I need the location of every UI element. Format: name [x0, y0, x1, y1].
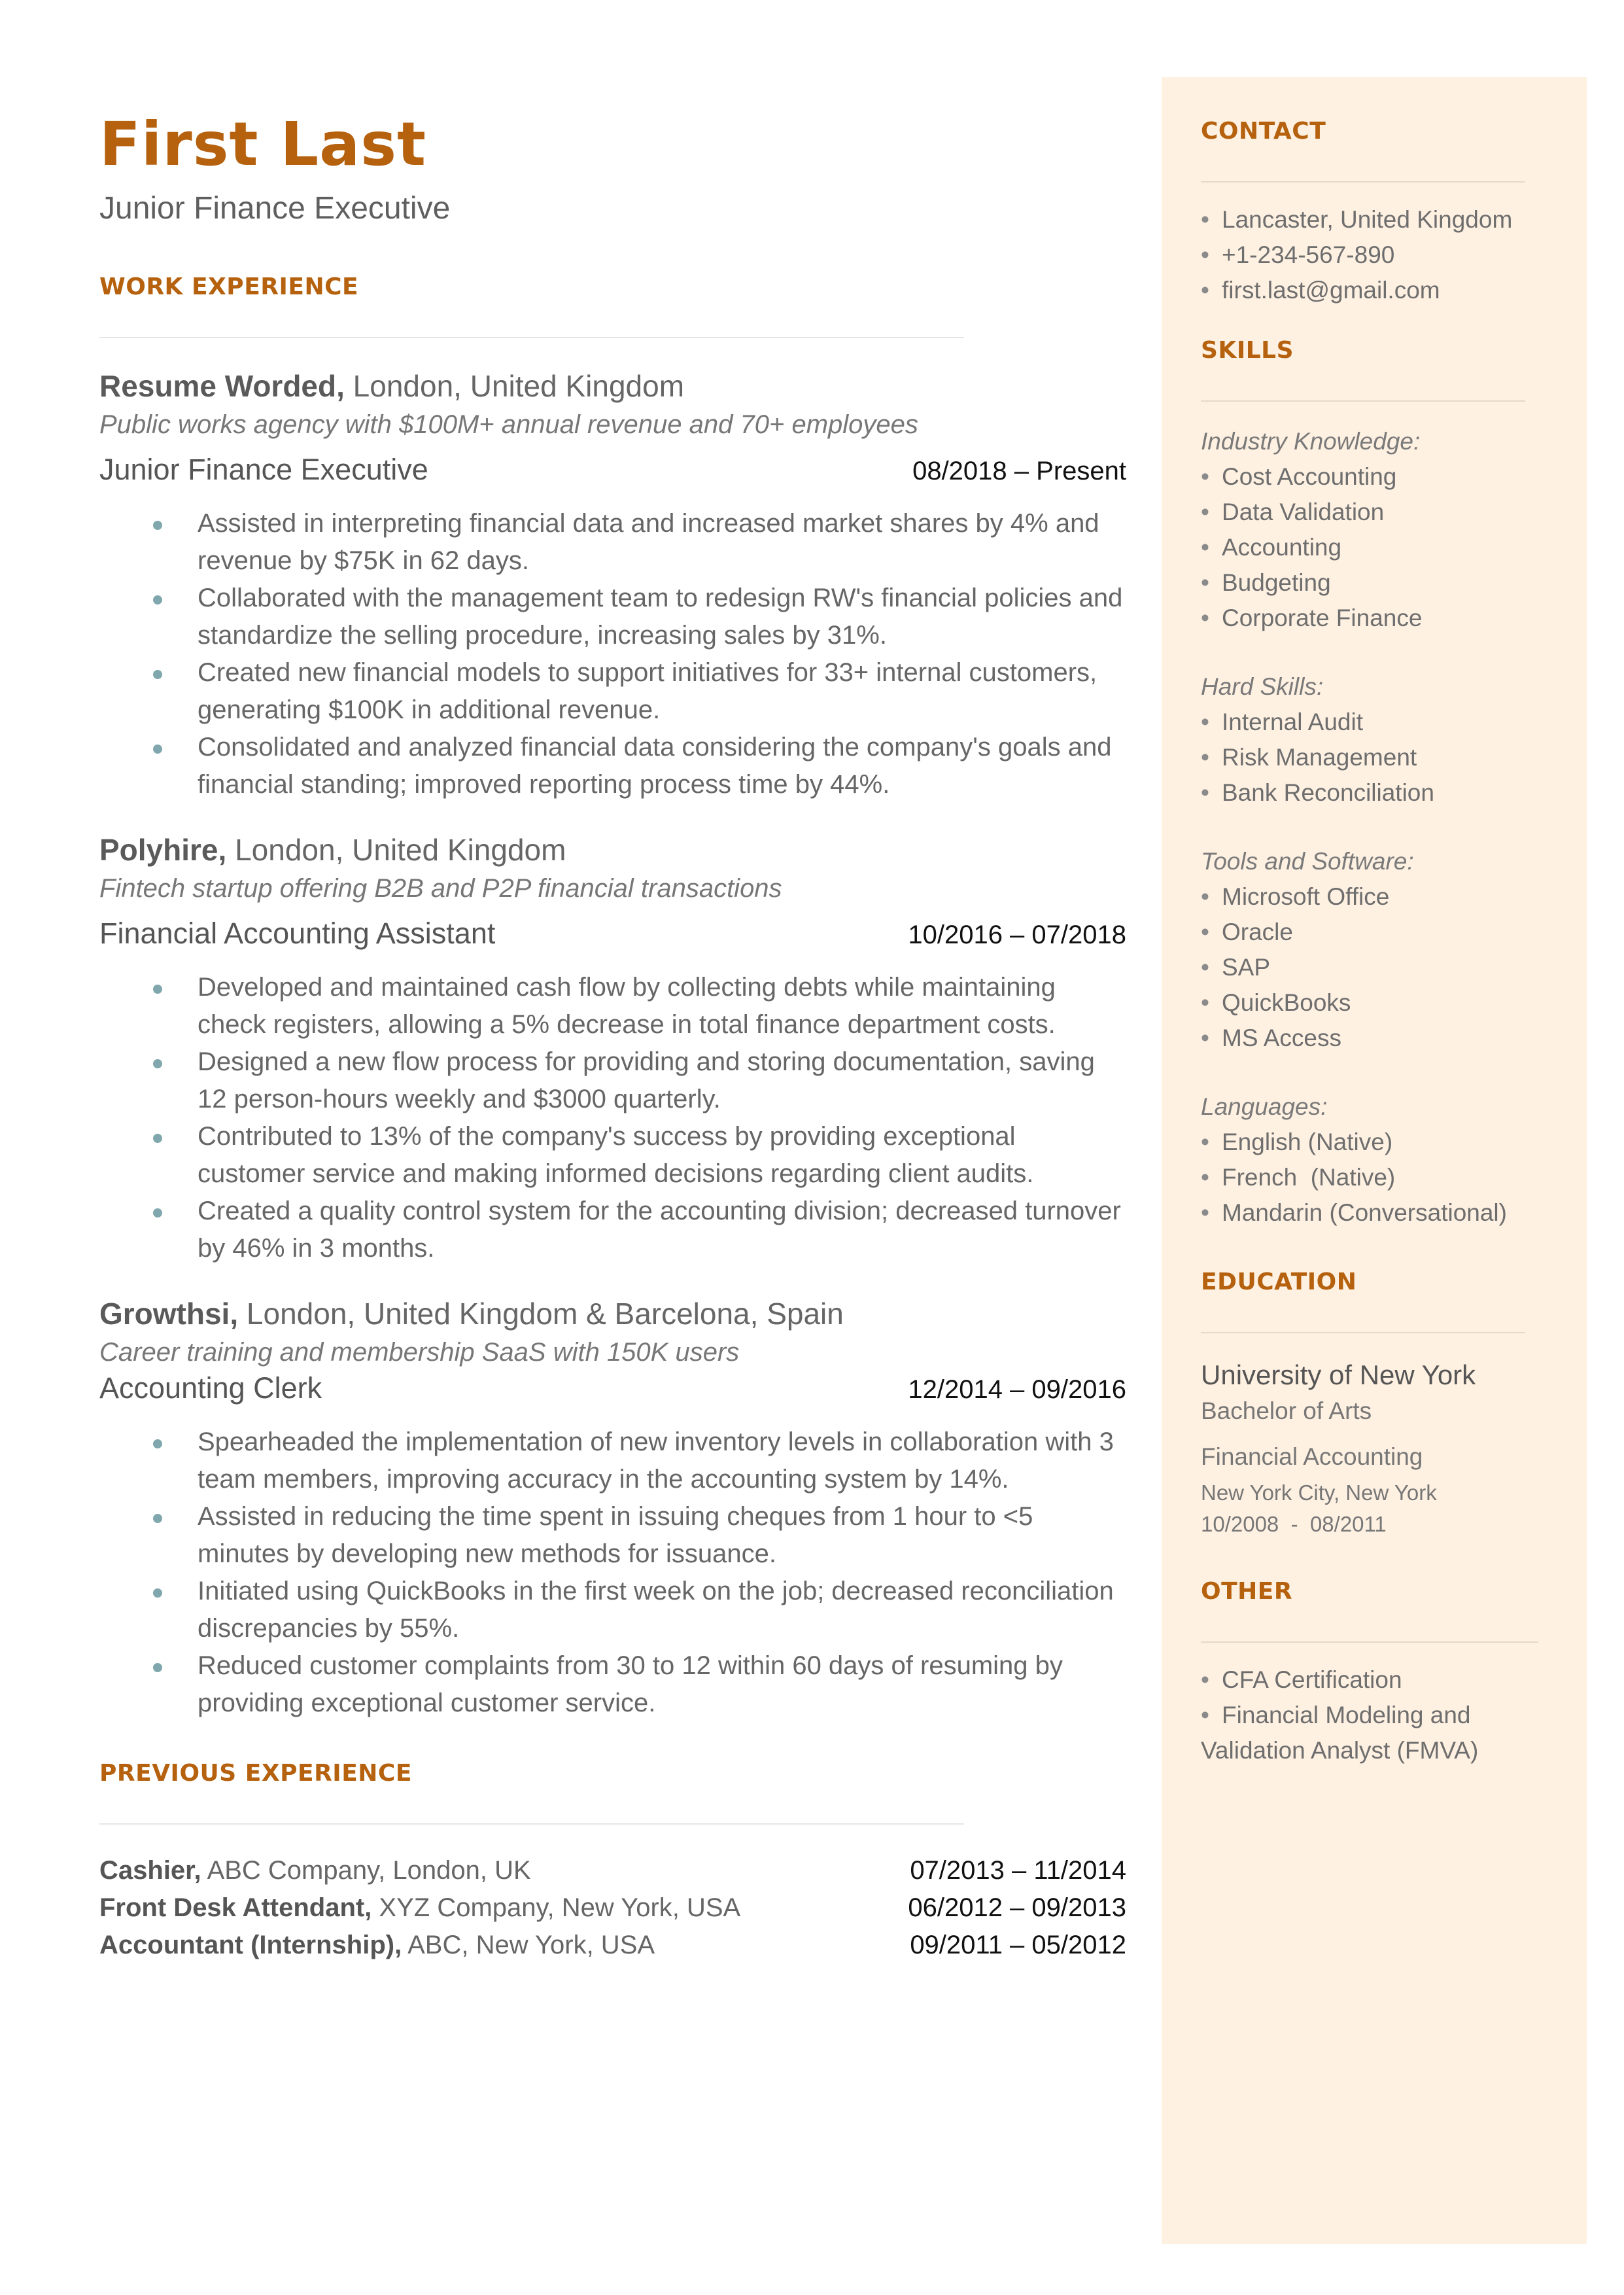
skill-group	[1201, 844, 1551, 1056]
achievement-item: Contributed to 13% of the company's success by providing exceptional customer service and making informed decisions regarding client audits.	[198, 1118, 1126, 1193]
skill-item: • Microsoft Office	[1201, 879, 1551, 915]
skill-list	[1201, 705, 1551, 811]
contact-email[interactable]: • first.last@gmail.com	[1201, 273, 1551, 308]
achievement-item: Developed and maintained cash flow by collecting debts while maintaining check registers, allowing a 5% decrease in total finance department costs.	[198, 969, 1126, 1043]
achievement-item: Initiated using QuickBooks in the first week on the job; decreased reconciliation discrepancies by 55%.	[198, 1573, 1126, 1647]
bullet-icon: •	[1201, 569, 1209, 596]
job-location: London, United Kingdom	[226, 833, 566, 867]
contact-heading: CONTACT	[1201, 118, 1326, 145]
bullet-icon: •	[1201, 604, 1209, 631]
education-location: New York City, New York	[1201, 1480, 1437, 1505]
skill-item: • SAP	[1201, 950, 1551, 985]
education-section	[1201, 1269, 1551, 1540]
bullet-icon: •	[1201, 919, 1209, 945]
bullet-icon: •	[1201, 1199, 1209, 1226]
achievement-item: Assisted in reducing the time spent in issuing cheques from 1 hour to <5 minutes by developing new methods for issuance.	[198, 1498, 1126, 1573]
contact-section	[1201, 118, 1551, 308]
skill-item: • Bank Reconciliation	[1201, 775, 1551, 811]
bullet-icon: •	[1201, 1129, 1209, 1155]
achievement-item: Assisted in interpreting financial data and increased market shares by 4% and revenue by $75K in 62 days.	[198, 505, 1126, 580]
job-location: London, United Kingdom & Barcelona, Spain	[238, 1297, 844, 1331]
bullet-icon: •	[1201, 779, 1209, 806]
previous-job-row	[99, 1889, 1126, 1927]
skill-group-label: Tools and Software:	[1201, 848, 1414, 875]
bullet-icon: •	[1201, 1666, 1209, 1693]
job-entry	[99, 368, 1126, 803]
contact-location: • Lancaster, United Kingdom	[1201, 202, 1551, 237]
bullet-icon: •	[1201, 241, 1209, 268]
job-company-line	[99, 1296, 1126, 1331]
skill-group	[1201, 424, 1551, 636]
previous-job-detail: XYZ Company, New York, USA	[371, 1893, 741, 1923]
sidebar-content	[1201, 118, 1551, 1768]
section-divider	[1201, 181, 1525, 183]
contact-phone: • +1-234-567-890	[1201, 237, 1551, 273]
job-role: Accounting Clerk	[99, 1371, 322, 1405]
candidate-name: First Last	[99, 109, 426, 179]
job-entry	[99, 1296, 1126, 1722]
previous-job-title: Accountant (Internship),	[99, 1931, 402, 1960]
job-role-row	[99, 917, 1126, 951]
job-dates: 08/2018 – Present	[912, 457, 1126, 486]
bullet-icon: •	[1201, 1164, 1209, 1191]
skill-item: • English (Native)	[1201, 1125, 1551, 1160]
job-role: Financial Accounting Assistant	[99, 917, 496, 951]
skill-item: • Oracle	[1201, 915, 1551, 950]
bullet-icon: •	[1201, 534, 1209, 561]
skill-list	[1201, 879, 1551, 1056]
work-experience-heading: WORK EXPERIENCE	[99, 273, 359, 301]
bullet-icon: •	[1201, 744, 1209, 771]
skill-item: • Accounting	[1201, 530, 1551, 565]
section-divider	[1201, 1641, 1538, 1643]
bullet-icon: •	[1201, 954, 1209, 981]
education-dates: 10/2008 - 08/2011	[1201, 1512, 1387, 1536]
bullet-icon: •	[1201, 709, 1209, 735]
main-column	[99, 111, 1126, 1964]
job-entry	[99, 832, 1126, 1267]
skills-heading: SKILLS	[1201, 337, 1294, 364]
skill-item: • QuickBooks	[1201, 985, 1551, 1021]
education-school: University of New York	[1201, 1359, 1476, 1390]
previous-experience-heading: PREVIOUS EXPERIENCE	[99, 1760, 412, 1787]
job-company-description: Fintech startup offering B2B and P2P financial transactions	[99, 874, 782, 903]
education-degree: Bachelor of Arts	[1201, 1397, 1372, 1424]
achievement-item: Consolidated and analyzed financial data considering the company's goals and financial standing; improved reporting process time by 44%.	[198, 729, 1126, 803]
previous-job-title: Cashier,	[99, 1856, 201, 1885]
achievement-item: Created new financial models to support initiatives for 33+ internal customers, generating $100K in additional revenue.	[198, 654, 1126, 729]
job-company-line	[99, 832, 1126, 867]
achievement-item: Designed a new flow process for providing and storing documentation, saving 12 person-hours weekly and $3000 quarterly.	[198, 1043, 1126, 1118]
achievement-item: Created a quality control system for the accounting division; decreased turnover by 46% in 3 months.	[198, 1193, 1126, 1267]
job-role-row	[99, 1371, 1126, 1405]
job-achievements	[99, 1424, 1126, 1722]
previous-job-detail: ABC Company, London, UK	[201, 1856, 531, 1885]
previous-job-row	[99, 1927, 1126, 1964]
skill-list	[1201, 1125, 1551, 1231]
candidate-title: Junior Finance Executive	[99, 191, 451, 226]
bullet-icon: •	[1201, 206, 1209, 233]
job-dates: 10/2016 – 07/2018	[908, 920, 1126, 950]
previous-experience-list	[99, 1852, 1126, 1964]
job-dates: 12/2014 – 09/2016	[908, 1375, 1126, 1405]
education-field: Financial Accounting	[1201, 1443, 1423, 1470]
job-role: Junior Finance Executive	[99, 453, 428, 487]
skill-item: • Budgeting	[1201, 565, 1551, 601]
achievement-item: Spearheaded the implementation of new inventory levels in collaboration with 3 team members, improving accuracy in the accounting system by 14%.	[198, 1424, 1126, 1498]
sidebar	[1162, 77, 1587, 2244]
bullet-icon: •	[1201, 1025, 1209, 1051]
skill-item: • Corporate Finance	[1201, 601, 1551, 636]
other-list	[1201, 1662, 1551, 1768]
previous-job-title: Front Desk Attendant,	[99, 1893, 372, 1923]
job-company-description: Public works agency with $100M+ annual revenue and 70+ employees	[99, 410, 918, 440]
skill-item: • Data Validation	[1201, 495, 1551, 530]
skill-group-label: Languages:	[1201, 1093, 1328, 1120]
job-company-description: Career training and membership SaaS with 150K users	[99, 1338, 740, 1367]
job-company: Growthsi,	[99, 1297, 239, 1331]
skill-item: • French (Native)	[1201, 1160, 1551, 1195]
skill-item: • Cost Accounting	[1201, 459, 1551, 495]
job-location: London, United Kingdom	[344, 369, 685, 404]
job-achievements	[99, 969, 1126, 1267]
other-item: • Financial Modeling and Validation Analyst (FMVA)	[1201, 1698, 1551, 1768]
skill-list	[1201, 459, 1551, 636]
previous-job-dates: 09/2011 – 05/2012	[910, 1931, 1126, 1960]
bullet-icon: •	[1201, 277, 1209, 304]
bullet-icon: •	[1201, 499, 1209, 525]
section-divider	[99, 1823, 964, 1825]
education-heading: EDUCATION	[1201, 1269, 1357, 1295]
section-divider	[1201, 1332, 1525, 1333]
bullet-icon: •	[1201, 463, 1209, 490]
other-item: • CFA Certification	[1201, 1662, 1551, 1698]
job-company: Resume Worded,	[99, 369, 345, 404]
other-heading: OTHER	[1201, 1578, 1293, 1605]
skill-group	[1201, 669, 1551, 811]
skill-group-label: Hard Skills:	[1201, 673, 1324, 700]
job-company: Polyhire,	[99, 833, 227, 867]
job-role-row	[99, 453, 1126, 487]
skill-item: • Internal Audit	[1201, 705, 1551, 740]
skill-group-label: Industry Knowledge:	[1201, 428, 1421, 455]
section-divider	[1201, 400, 1525, 402]
skills-section	[1201, 337, 1551, 1231]
contact-list	[1201, 202, 1551, 308]
skill-item: • Mandarin (Conversational)	[1201, 1195, 1551, 1231]
previous-experience-section	[99, 1760, 1126, 1964]
work-experience-section	[99, 273, 1126, 1722]
previous-job-dates: 06/2012 – 09/2013	[908, 1893, 1126, 1923]
achievement-item: Reduced customer complaints from 30 to 12 within 60 days of resuming by providing exceptional customer service.	[198, 1647, 1126, 1722]
job-company-line	[99, 368, 1126, 404]
skill-group	[1201, 1089, 1551, 1231]
previous-job-row	[99, 1852, 1126, 1889]
education-entry	[1201, 1357, 1551, 1540]
bullet-icon: •	[1201, 989, 1209, 1016]
other-section	[1201, 1578, 1551, 1768]
previous-job-detail: ABC, New York, USA	[402, 1931, 655, 1960]
skill-item: • Risk Management	[1201, 740, 1551, 775]
bullet-icon: •	[1201, 1702, 1209, 1728]
skill-item: • MS Access	[1201, 1021, 1551, 1056]
bullet-icon: •	[1201, 883, 1209, 910]
previous-job-dates: 07/2013 – 11/2014	[910, 1856, 1126, 1885]
section-divider	[99, 337, 964, 338]
job-achievements	[99, 505, 1126, 803]
achievement-item: Collaborated with the management team to redesign RW's financial policies and standardize the selling procedure, increasing sales by 31%.	[198, 580, 1126, 654]
